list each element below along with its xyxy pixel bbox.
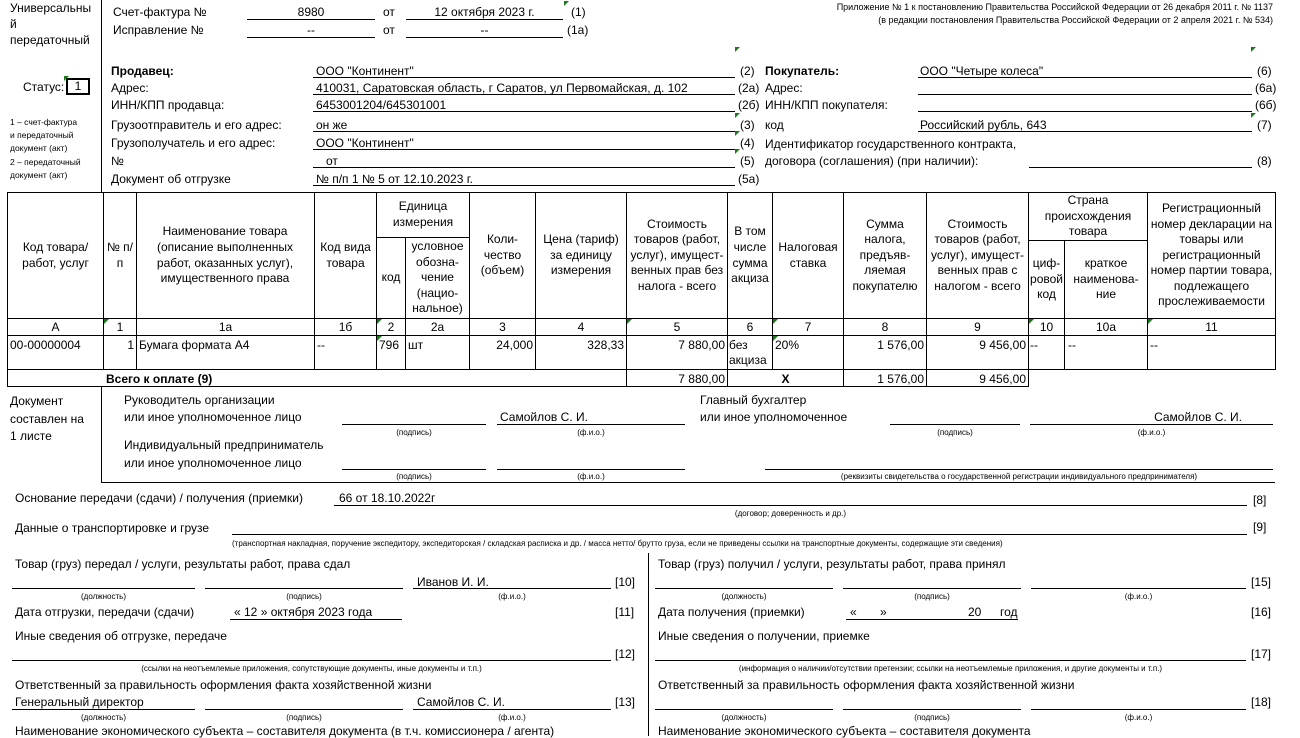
status-note-2b: документ (акт): [10, 170, 68, 180]
underline: [334, 505, 1247, 506]
resp-label-left: Ответственный за правильность оформления факта хозяйственной жизни: [15, 678, 432, 692]
caption-position: (должность): [81, 592, 126, 601]
seller-name[interactable]: ООО "Континент": [316, 64, 414, 78]
shipdoc-value[interactable]: № п/п 1 № 5 от 12.10.2023 г.: [316, 172, 473, 186]
status-note-1a: 1 – счет-фактура: [10, 117, 78, 127]
caption-sign: (подпись): [914, 592, 950, 601]
underline: [12, 709, 195, 710]
buyer-name-code: (6): [1257, 64, 1272, 78]
cell-row-number: 1: [127, 338, 134, 352]
passed-sign-line[interactable]: [205, 588, 403, 589]
underline: [313, 77, 735, 78]
col-num: 10а: [1095, 320, 1117, 334]
caption-fio: (ф.и.о.): [577, 472, 605, 481]
cell-cost-no-tax: 7 880,00: [678, 338, 725, 352]
shipdoc-code: (5а): [738, 172, 760, 186]
buyer-address-label: Адрес:: [765, 81, 803, 95]
buyer-address-code: (6а): [1255, 81, 1277, 95]
appendix-line2: (в редакции постановления Правительства Российской Федерации от 2 апреля 2021 г. № 534): [878, 15, 1273, 25]
corner-marker: [735, 47, 740, 52]
resp-position-line-right[interactable]: [655, 709, 833, 710]
col-num: 2: [387, 320, 395, 334]
resp-code-right: [18]: [1251, 695, 1272, 709]
buyer-title: Покупатель:: [765, 64, 840, 78]
underline: [230, 619, 402, 620]
underline: [406, 19, 563, 20]
entity-label-right: Наименование экономического субъекта – составителя документа: [658, 724, 1031, 738]
caption-fio: (ф.и.о.): [1124, 713, 1153, 722]
contract-label-1: Идентификатор государственного контракта,: [765, 137, 1017, 151]
underline: [313, 185, 735, 186]
transport-caption: (транспортная накладная, поручение экспедитору, экспедиторская / складская расписка и др. / масса нетто/ брутто груза, если не приведены ссылки на транспортные документы, содержащие эти сведения): [232, 539, 1003, 548]
col-num: 7: [804, 320, 812, 334]
seller-address-code: (2а): [738, 81, 760, 95]
other-rec-label: Иные сведения о получении, приемке: [658, 629, 870, 643]
header-cost-no-tax: Стоимость товаров (работ, услуг), имущест-венных прав без налога - всего: [630, 216, 724, 293]
cell-tax-amount: 1 576,00: [877, 338, 924, 352]
col-num: 2а: [430, 320, 445, 334]
pages-line2: составлен на: [10, 412, 84, 426]
doc-type-line3: передаточный: [10, 33, 90, 47]
cell-cost-with-tax: 9 456,00: [979, 338, 1026, 352]
underline: [247, 19, 375, 20]
cell-kind-code: --: [317, 338, 325, 352]
seller-inn-label: ИНН/КПП продавца:: [111, 98, 225, 112]
invoice-number[interactable]: 8980: [297, 5, 325, 19]
caption-position: (должность): [721, 713, 767, 722]
head-label-2: или иное уполномоченное лицо: [124, 410, 302, 424]
col-num: 3: [499, 320, 506, 334]
total-excise: X: [781, 372, 790, 386]
cell-product-code: 00-00000004: [10, 338, 81, 352]
ship-date-label: Дата отгрузки, передачи (сдачи): [15, 605, 195, 619]
signature-divider: [101, 386, 102, 482]
table-border: [1275, 192, 1276, 369]
consignee-value[interactable]: ООО "Континент": [316, 136, 414, 150]
cell-country-name: --: [1068, 338, 1076, 352]
col-num: 8: [881, 320, 889, 334]
caption-position: (должность): [721, 592, 767, 601]
resp-name-line-right[interactable]: [1031, 709, 1246, 710]
invoice-from: от: [383, 5, 395, 19]
underline: [497, 424, 685, 425]
total-tax-amount: 1 576,00: [877, 372, 924, 386]
rec-date-code: [16]: [1251, 605, 1272, 619]
resp-label-right: Ответственный за правильность оформления факта хозяйственной жизни: [658, 678, 1075, 692]
received-position-line[interactable]: [655, 588, 833, 589]
seller-address-label: Адрес:: [111, 81, 149, 95]
currency-label: код: [765, 118, 784, 132]
currency-code: (7): [1257, 118, 1272, 132]
signature-bottom-line: [101, 482, 1275, 483]
transport-label: Данные о транспортировке и грузе: [15, 521, 210, 535]
col-num: 1а: [218, 320, 233, 334]
header-unit-name: условное обозна-чение (нацио-нальное): [411, 239, 464, 316]
basis-label: Основание передачи (сдачи) / получения (приемки): [15, 491, 303, 505]
correction-code: (1а): [567, 23, 589, 37]
shipper-label: Грузоотправитель и его адрес:: [111, 118, 282, 132]
seller-inn-code: (2б): [738, 98, 760, 112]
accountant-label-1: Главный бухгалтер: [700, 393, 807, 407]
caption-fio: (ф.и.о.): [498, 713, 526, 722]
header-unit-code: код: [381, 270, 401, 285]
resp-sign-line-right[interactable]: [843, 709, 1021, 710]
other-ship-label: Иные сведения об отгрузке, передаче: [15, 629, 227, 643]
underline: [918, 94, 1252, 95]
seller-name-code: (2): [740, 64, 755, 78]
col-num: 11: [1205, 320, 1218, 334]
underline: [247, 37, 375, 38]
underline: [313, 167, 735, 168]
cell-country-code: --: [1030, 338, 1038, 352]
total-cost-with-tax: 9 456,00: [979, 372, 1026, 386]
header-kind-code: Код вида товара: [320, 239, 371, 270]
ship-date-value[interactable]: « 12 » октября 2023 года: [234, 605, 373, 619]
appendix-line1: Приложение № 1 к постановлению Правительства Российской Федерации от 26 декабря 2011 г. № 1137: [836, 2, 1273, 12]
passed-code: [10]: [615, 575, 636, 589]
received-code: [15]: [1251, 575, 1272, 589]
underline: [413, 588, 611, 589]
head-label-1: Руководитель организации: [124, 393, 275, 407]
caption-sign: (подпись): [286, 713, 322, 722]
seller-address[interactable]: 410031, Саратовская область, г Саратов, ул Первомайская, д. 102: [316, 81, 688, 95]
table-border: [7, 318, 1276, 319]
corner-marker: [1251, 47, 1256, 52]
corner-marker: [773, 319, 778, 324]
doc-type-line1: Универсальны: [10, 1, 92, 15]
col-num: 1: [116, 320, 124, 334]
rec-date-close-quote: »: [880, 605, 887, 619]
correction-from: от: [383, 23, 395, 37]
caption-sign: (подпись): [396, 428, 432, 437]
underline: [918, 77, 1252, 78]
shipper-value[interactable]: он же: [316, 118, 348, 132]
underline: [413, 709, 611, 710]
contract-label-2: договора (соглашения) (при наличии):: [765, 154, 979, 168]
underline: [406, 37, 563, 38]
passed-label: Товар (груз) передал / услуги, результаты работ, права сдал: [15, 557, 351, 571]
transport-code: [9]: [1253, 520, 1267, 534]
underline: [918, 111, 1252, 112]
passed-position-line[interactable]: [12, 588, 195, 589]
caption-sign: (подпись): [914, 713, 950, 722]
table-border: [7, 369, 1276, 370]
contract-code: (8): [1257, 154, 1272, 168]
resp-code-left: [13]: [615, 695, 636, 709]
rec-date-open-quote: «: [850, 605, 857, 619]
transport-line[interactable]: [232, 534, 1247, 535]
total-label: Всего к оплате (9): [106, 372, 213, 386]
header-unit: Единица измерения: [392, 199, 454, 229]
header-country-name: краткое наименова-ние: [1073, 256, 1139, 302]
header-country: Страна происхождения товара: [1044, 193, 1132, 239]
underline: [1030, 424, 1273, 425]
invoice-date[interactable]: 12 октября 2023 г.: [434, 5, 535, 19]
basis-value[interactable]: 66 от 18.10.2022г: [339, 491, 436, 505]
ip-sign-line[interactable]: [342, 469, 486, 470]
head-sign-line[interactable]: [342, 424, 486, 425]
corner-marker: [1148, 319, 1153, 324]
caption-fio: (ф.и.о.): [577, 428, 605, 437]
payment-doc-value[interactable]: от: [326, 154, 338, 168]
underline: [918, 131, 1252, 132]
buyer-inn-label: ИНН/КПП покупателя:: [765, 98, 888, 112]
resp-sign-line-left[interactable]: [205, 709, 403, 710]
accountant-sign-line[interactable]: [890, 424, 1020, 425]
invoice-code: (1): [571, 5, 586, 19]
cell-unit-code: 796: [379, 338, 400, 352]
entity-label-left: Наименование экономического субъекта – составителя документа (в т.ч. комиссионера / агента): [15, 724, 555, 738]
ip-label-2: или иное уполномоченное лицо: [124, 456, 302, 470]
passed-name[interactable]: Иванов И. И.: [417, 575, 489, 589]
underline: [313, 111, 735, 112]
underline: [313, 131, 735, 132]
col-num: А: [51, 320, 60, 334]
doc-type-line2: й: [10, 17, 17, 31]
resp-position-left[interactable]: Генеральный директор: [15, 695, 144, 709]
left-column-divider: [101, 0, 102, 192]
caption-sign: (подпись): [937, 428, 973, 437]
currency-value[interactable]: Российский рубль, 643: [920, 118, 1047, 132]
ip-name-line[interactable]: [497, 469, 685, 470]
header-tax-rate: Налоговая ставка: [778, 239, 838, 270]
center-divider: [648, 553, 649, 736]
rec-date-line[interactable]: [846, 619, 1018, 620]
other-rec-line[interactable]: [655, 660, 1246, 661]
caption-sign: (подпись): [396, 472, 432, 481]
total-cost-no-tax: 7 880,00: [678, 372, 725, 386]
header-row-number: № п/п: [106, 239, 134, 270]
received-label: Товар (груз) получил / услуги, результаты работ, права принял: [658, 557, 1006, 571]
header-product-code: Код товара/ работ, услуг: [22, 239, 89, 270]
header-declaration: Регистрационный номер декларации на товары или регистрационный номер партии товара, подлежащего прослеживаемости: [1150, 200, 1273, 309]
received-sign-line[interactable]: [843, 588, 1021, 589]
corner-marker: [564, 1, 569, 6]
corner-marker: [1029, 319, 1034, 324]
payment-doc-code: (5): [740, 154, 755, 168]
head-name[interactable]: Самойлов С. И.: [500, 410, 588, 424]
corner-marker: [104, 319, 109, 324]
received-name-line[interactable]: [1031, 588, 1246, 589]
seller-inn[interactable]: 6453001204/645301001: [316, 98, 447, 112]
corner-marker: [1251, 113, 1256, 118]
basis-caption: (договор; доверенность и др.): [734, 509, 847, 518]
rec-date-suffix: год: [1000, 605, 1018, 619]
header-tax-amount: Сумма налога, предъяв-ляемая покупателю: [852, 216, 918, 293]
other-ship-code: [12]: [615, 647, 636, 661]
other-rec-caption: (информация о наличии/отсутствии претензии; ссылки на неотъемлемые приложения, и другие документы и т.п.): [738, 664, 1163, 673]
header-country-code: циф-ровой код: [1030, 256, 1063, 302]
underline: [313, 149, 735, 150]
col-num: 6: [746, 320, 754, 334]
caption-fio: (ф.и.о.): [498, 592, 526, 601]
rec-date-year[interactable]: 20: [968, 605, 982, 619]
correction-label: Исправление №: [113, 23, 204, 37]
buyer-inn-code: (6б): [1255, 98, 1277, 112]
payment-doc-label: №: [111, 154, 124, 168]
caption-sign: (подпись): [286, 592, 322, 601]
cell-product-name: Бумага формата А4: [139, 338, 250, 352]
table-border: [7, 335, 1276, 336]
ip-reg-line[interactable]: [765, 469, 1273, 470]
correction-number[interactable]: --: [307, 23, 315, 37]
cell-quantity: 24,000: [496, 338, 533, 352]
buyer-name[interactable]: ООО "Четыре колеса": [920, 64, 1044, 78]
caption-reg: (реквизиты свидетельства о государственной регистрации индивидуального предпринимателя): [840, 472, 1198, 481]
col-num: 5: [673, 320, 681, 334]
corner-marker: [627, 319, 632, 324]
shipdoc-label: Документ об отгрузке: [111, 172, 231, 186]
col-num: 4: [577, 320, 585, 334]
header-product-name: Наименование товара (описание выполненных работ, оказанных услуг), имущественного права: [156, 224, 294, 286]
status-note-1c: документ (акт): [10, 143, 68, 153]
table-border: [136, 192, 137, 369]
ip-label-1: Индивидуальный предприниматель: [124, 438, 324, 452]
header-excise: В том числе сумма акциза: [731, 224, 769, 286]
shipper-code: (3): [740, 118, 755, 132]
pages-line1: Документ: [10, 394, 64, 408]
other-ship-caption: (ссылки на неотъемлемые приложения, сопутствующие документы, иные документы и т.п.): [141, 664, 482, 673]
cell-unit-name: шт: [408, 338, 424, 352]
underline: [313, 94, 735, 95]
other-ship-line[interactable]: [12, 660, 611, 661]
status-note-1b: и передаточный: [10, 130, 74, 140]
table-border: [7, 386, 1029, 387]
header-cost-with-tax: Стоимость товаров (работ, услуг), имущест-венных прав с налогом - всего: [931, 216, 1024, 293]
caption-fio: (ф.и.о.): [1137, 428, 1166, 437]
corner-marker: [64, 76, 69, 81]
header-quantity: Коли-чество (объем): [480, 232, 525, 278]
consignee-code: (4): [740, 136, 755, 150]
accountant-label-2: или иное уполномоченное: [700, 410, 848, 424]
consignee-label: Грузополучатель и его адрес:: [111, 136, 276, 150]
rec-date-label: Дата получения (приемки): [658, 605, 805, 619]
cell-declaration: --: [1150, 338, 1158, 352]
caption-fio: (ф.и.о.): [1124, 592, 1153, 601]
corner-marker: [377, 319, 382, 324]
status-label: Статус:: [23, 80, 65, 94]
col-num: 9: [974, 320, 981, 334]
resp-name-left[interactable]: Самойлов С. И.: [417, 695, 505, 709]
status-value[interactable]: 1: [66, 78, 90, 95]
invoice-label: Счет-фактура №: [113, 5, 207, 19]
pages-line3: 1 листе: [10, 429, 52, 443]
status-note-2a: 2 – передаточный: [10, 157, 81, 167]
col-num: 1б: [338, 320, 353, 334]
cell-tax-rate: 20%: [775, 338, 800, 352]
other-rec-code: [17]: [1251, 647, 1272, 661]
seller-title: Продавец:: [111, 64, 174, 78]
header-price: Цена (тариф) за единицу измерения: [543, 232, 619, 278]
cell-price: 328,33: [587, 338, 624, 352]
ship-date-code: [11]: [615, 605, 635, 619]
cell-excise: без акциза: [729, 338, 767, 367]
col-num: 10: [1039, 320, 1054, 334]
accountant-name[interactable]: Самойлов С. И.: [1154, 410, 1242, 424]
caption-position: (должность): [81, 713, 126, 722]
underline: [1029, 167, 1252, 168]
correction-date[interactable]: --: [480, 23, 489, 37]
basis-code: [8]: [1253, 493, 1267, 507]
